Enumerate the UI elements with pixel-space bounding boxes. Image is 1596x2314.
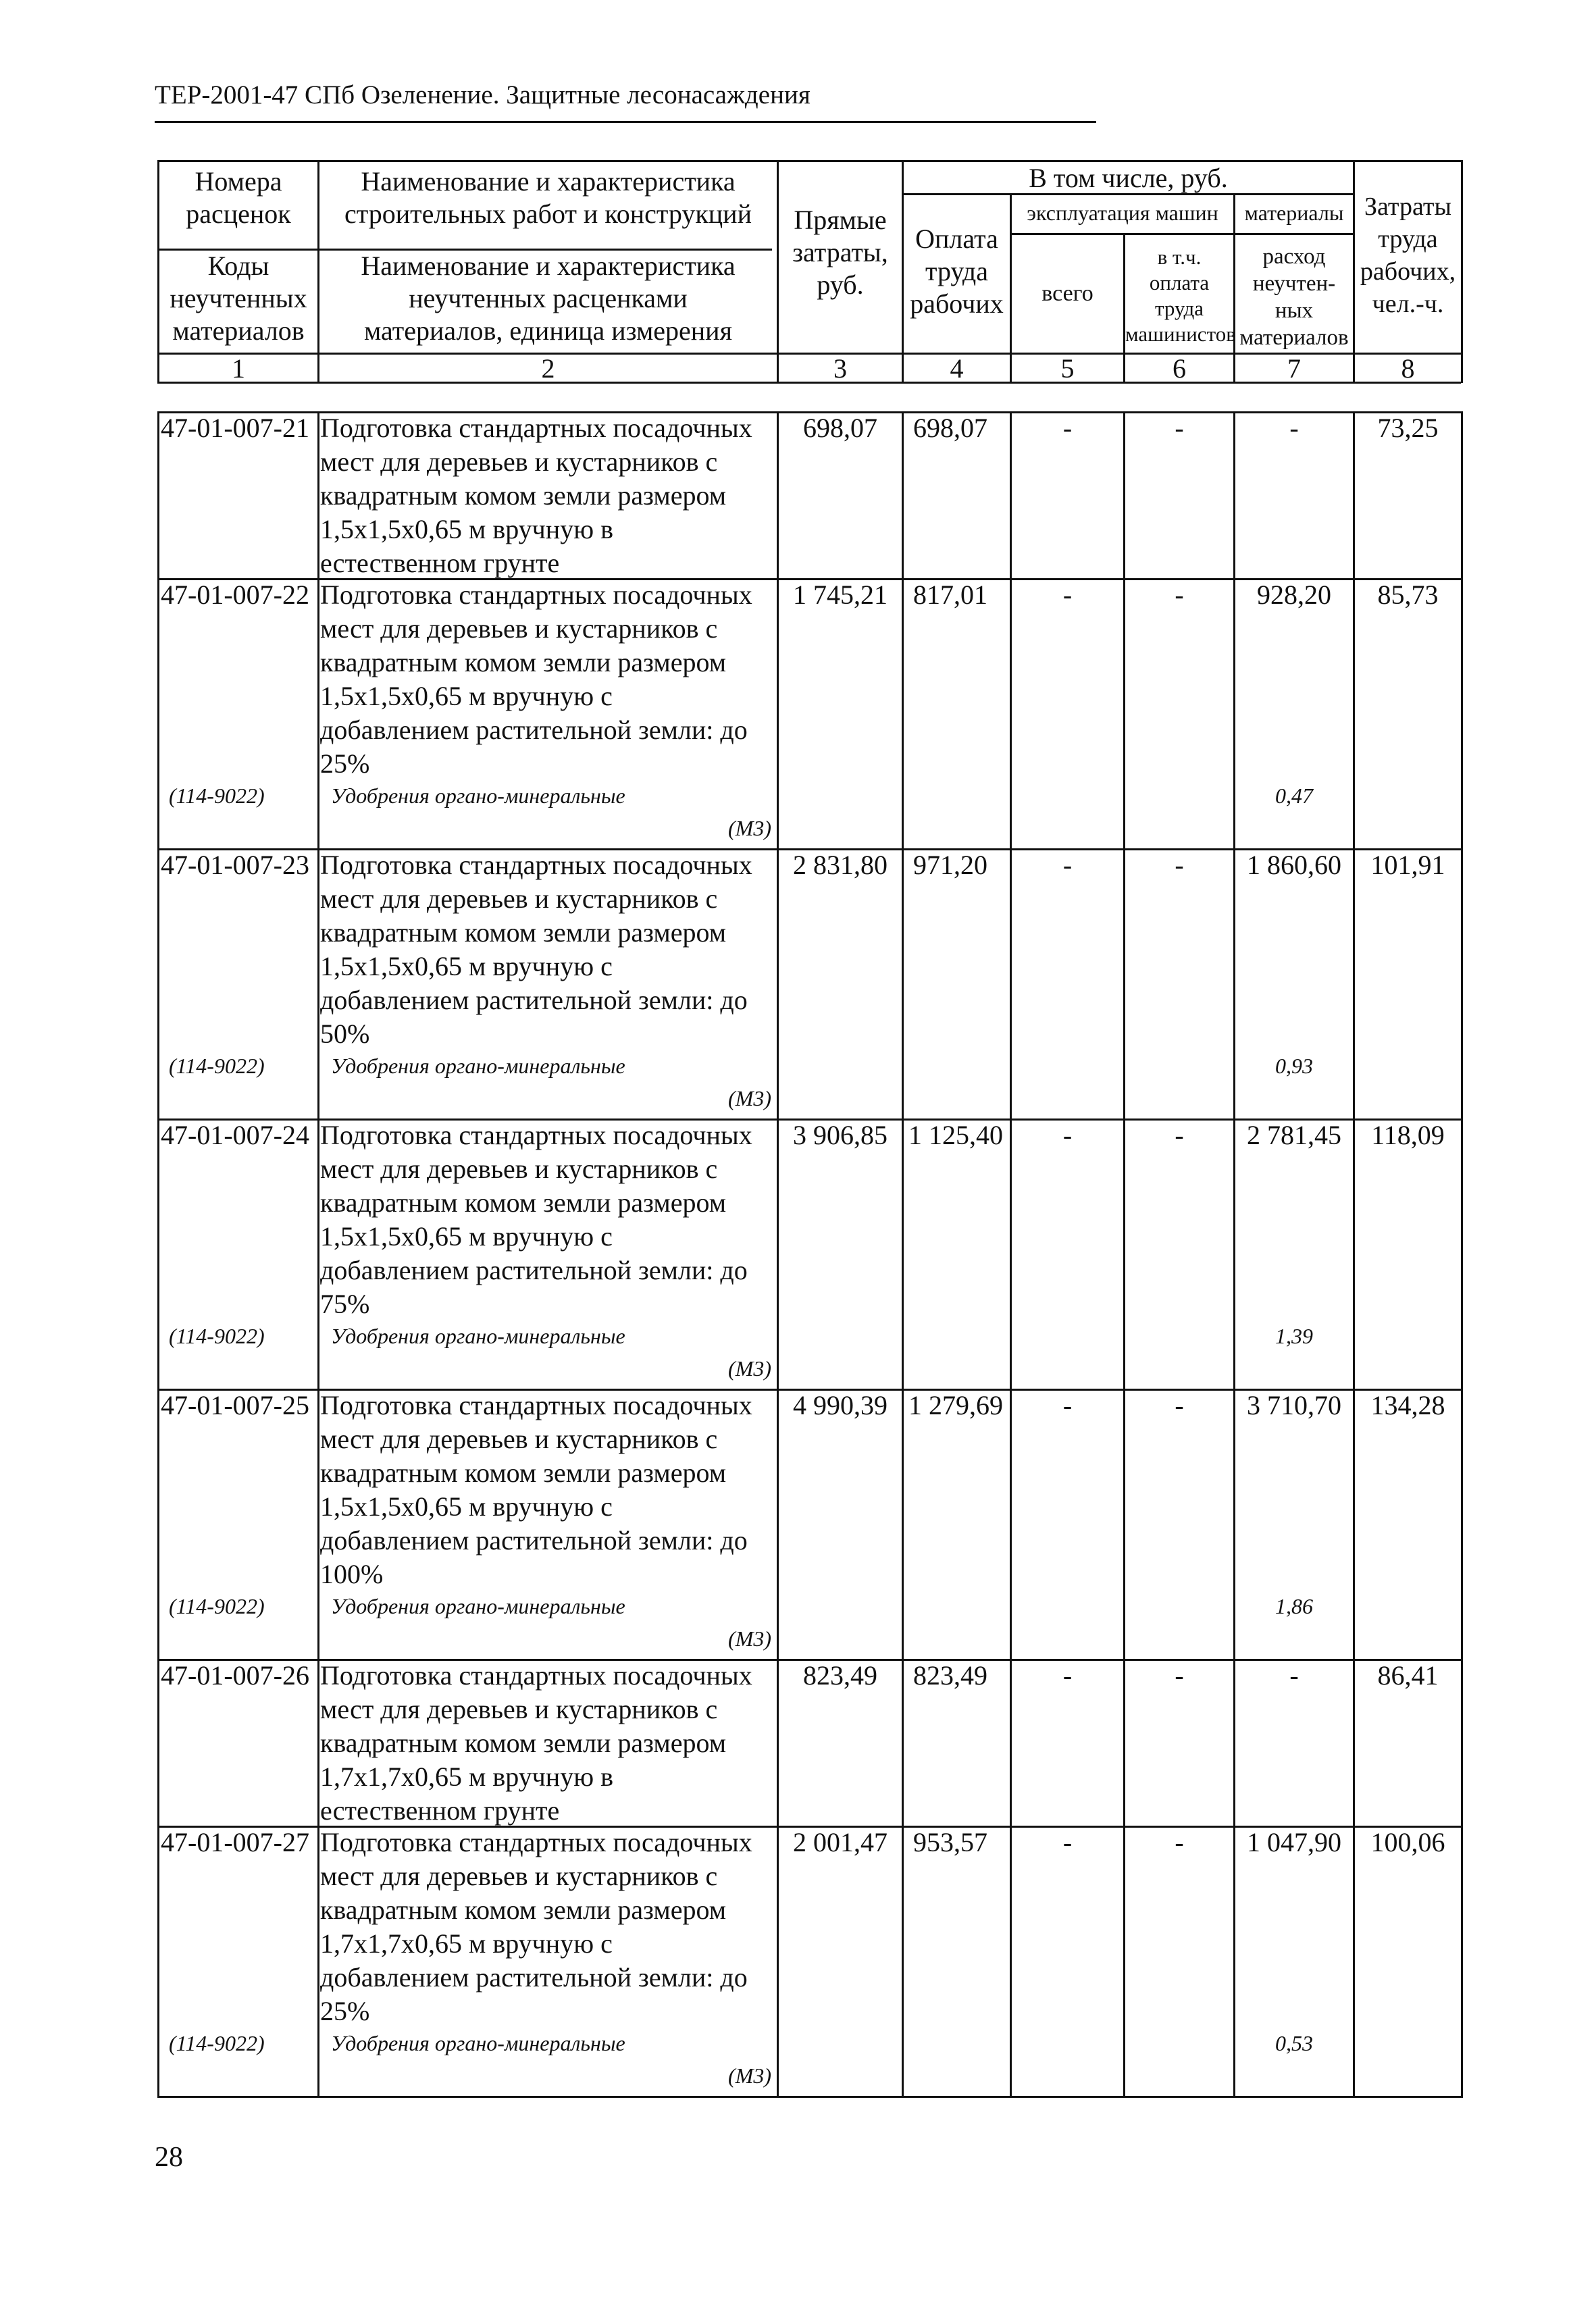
direct-cost: 823,49 — [803, 1660, 877, 1691]
labor-cost: 971,20 — [913, 850, 987, 880]
body-vline-1 — [317, 411, 319, 2098]
material-code: (114-9022) — [169, 1324, 265, 1348]
material-unit: (М3) — [728, 2063, 771, 2088]
rate-code: 47-01-007-26 — [161, 1660, 309, 1691]
col-number-2: 2 — [541, 353, 555, 384]
work-description: Подготовка стандартных посадочных мест для деревьев и кустарников с квадратным комом земли размером 1,5x1,5x0,65 м вручную с добавлением растительной земли: до 50% — [320, 850, 752, 1049]
material-code: (114-9022) — [169, 1594, 265, 1618]
material-code: (114-9022) — [169, 1054, 265, 1078]
body-bottom-border — [157, 2096, 1461, 2098]
work-description: Подготовка стандартных посадочных мест для деревьев и кустарников с квадратным комом земли размером 1,5x1,5x0,65 м вручную с добавлением растительной земли: до 100% — [320, 1390, 752, 1589]
material-unit: (М3) — [728, 1626, 771, 1651]
material-unit: (М3) — [728, 816, 771, 840]
machinist-labor: - — [1175, 1827, 1184, 1857]
col-number-4: 4 — [950, 353, 964, 384]
col3-label: Прямые затраты, руб. — [792, 205, 888, 300]
direct-cost: 1 745,21 — [793, 580, 887, 610]
material-quantity: 1,39 — [1275, 1324, 1313, 1348]
work-description: Подготовка стандартных посадочных мест для деревьев и кустарников с квадратным комом земли размером 1,7x1,7x0,65 м вручную в естественном грунте — [320, 1660, 752, 1826]
rate-code: 47-01-007-25 — [161, 1390, 309, 1420]
work-description: Подготовка стандартных посадочных мест для деревьев и кустарников с квадратным комом земли размером 1,7x1,7x0,65 м вручную с добавлением растительной земли: до 25% — [320, 1827, 752, 2026]
rate-code: 47-01-007-21 — [161, 413, 309, 443]
direct-cost: 4 990,39 — [793, 1390, 887, 1420]
labor-hours: 73,25 — [1377, 413, 1439, 443]
labor-hours: 100,06 — [1370, 1827, 1445, 1857]
col8-label: Затраты труда рабочих, чел.-ч. — [1360, 192, 1456, 318]
col-number-1: 1 — [232, 353, 245, 384]
machinist-labor: - — [1175, 413, 1184, 443]
work-description: Подготовка стандартных посадочных мест для деревьев и кустарников с квадратным комом земли размером 1,5x1,5x0,65 м вручную с добавлением растительной земли: до 25% — [320, 580, 752, 779]
rate-code: 47-01-007-22 — [161, 580, 309, 610]
direct-cost: 3 906,85 — [793, 1120, 887, 1150]
material-name: Удобрения органо-минеральные — [331, 1054, 625, 1078]
materials-cost: 1 860,60 — [1247, 850, 1341, 880]
col1-bottom-label: Коды неучтенных материалов — [170, 251, 307, 346]
machines-total: - — [1062, 1660, 1073, 1691]
material-code: (114-9022) — [169, 2031, 265, 2055]
col-number-7: 7 — [1287, 353, 1301, 384]
materials-cost: 1 047,90 — [1247, 1827, 1341, 1857]
direct-cost: 698,07 — [803, 413, 877, 443]
col-number-6: 6 — [1173, 353, 1186, 384]
machinist-labor: - — [1175, 1660, 1184, 1691]
col-number-8: 8 — [1401, 353, 1415, 384]
body-vline-3 — [902, 411, 904, 2098]
machines-total: - — [1062, 850, 1073, 880]
header-vline-8 — [1461, 160, 1463, 383]
machinist-labor: - — [1175, 1120, 1184, 1150]
machines-total: - — [1062, 413, 1073, 443]
material-unit: (М3) — [728, 1356, 771, 1381]
col5-label: всего — [1041, 281, 1093, 306]
material-quantity: 0,53 — [1275, 2031, 1313, 2055]
materials-cost: 3 710,70 — [1247, 1390, 1341, 1420]
materials-cost: - — [1289, 413, 1299, 443]
material-quantity: 0,93 — [1275, 1054, 1313, 1078]
rate-code: 47-01-007-27 — [161, 1827, 309, 1857]
work-description: Подготовка стандартных посадочных мест для деревьев и кустарников с квадратным комом земли размером 1,5x1,5x0,65 м вручную с добавлением растительной земли: до 75% — [320, 1120, 752, 1319]
col2-bottom-label: Наименование и характеристика неучтенных расценками материалов, единица измерения — [361, 251, 736, 346]
material-code: (114-9022) — [169, 783, 265, 808]
material-name: Удобрения органо-минеральные — [331, 1324, 625, 1348]
machines-label: эксплуатация машин — [1027, 201, 1218, 225]
rate-code: 47-01-007-24 — [161, 1120, 309, 1150]
labor-cost: 1 279,69 — [908, 1390, 1003, 1420]
col7-label: расход неучтен- ных материалов — [1239, 245, 1349, 350]
machinist-labor: - — [1175, 580, 1184, 610]
labor-cost: 823,49 — [913, 1660, 987, 1691]
labor-cost: 817,01 — [913, 580, 987, 610]
machines-total: - — [1062, 1120, 1073, 1150]
rate-code: 47-01-007-23 — [161, 850, 309, 880]
labor-cost: 1 125,40 — [908, 1120, 1003, 1150]
material-quantity: 0,47 — [1275, 783, 1313, 808]
machines-total: - — [1062, 580, 1073, 610]
machines-total: - — [1062, 1827, 1073, 1857]
col1-top-label: Номера расценок — [186, 166, 291, 229]
machines-divider — [1010, 233, 1353, 235]
materials-cost: 2 781,45 — [1247, 1120, 1341, 1150]
material-name: Удобрения органо-минеральные — [331, 1594, 625, 1618]
page-title: ТЕР-2001-47 СПб Озеленение. Защитные лесонасаждения — [155, 80, 810, 109]
col6-label: в т.ч. оплата труда машинистов — [1125, 245, 1236, 346]
machines-total: - — [1062, 1390, 1073, 1420]
labor-cost: 698,07 — [913, 413, 987, 443]
col-number-3: 3 — [833, 353, 847, 384]
labor-hours: 134,28 — [1370, 1390, 1445, 1420]
direct-cost: 2 831,80 — [793, 850, 887, 880]
labor-hours: 85,73 — [1377, 580, 1439, 610]
materials-cost: - — [1289, 1660, 1299, 1691]
col4-label: Оплата труда рабочих — [910, 224, 1004, 319]
direct-cost: 2 001,47 — [793, 1827, 887, 1857]
labor-hours: 86,41 — [1377, 1660, 1439, 1691]
labor-hours: 101,91 — [1370, 850, 1445, 880]
material-name: Удобрения органо-минеральные — [331, 2031, 625, 2055]
material-name: Удобрения органо-минеральные — [331, 783, 625, 808]
work-description: Подготовка стандартных посадочных мест для деревьев и кустарников с квадратным комом земли размером 1,5x1,5x0,65 м вручную в естественном грунте — [320, 413, 752, 578]
material-quantity: 1,86 — [1275, 1594, 1313, 1618]
labor-cost: 953,57 — [913, 1827, 987, 1857]
body-vline-8 — [1461, 411, 1463, 2098]
body-vline-0 — [157, 411, 159, 2098]
title-rule — [155, 121, 1096, 123]
material-unit: (М3) — [728, 1086, 771, 1110]
machinist-labor: - — [1175, 850, 1184, 880]
machinist-labor: - — [1175, 1390, 1184, 1420]
labor-hours: 118,09 — [1371, 1120, 1445, 1150]
col2-top-label: Наименование и характеристика строительных работ и конструкций — [344, 166, 752, 229]
page-number: 28 — [155, 2142, 183, 2173]
materials-label: материалы — [1244, 201, 1344, 225]
col-number-5: 5 — [1060, 353, 1075, 384]
in-total-label: В том числе, руб. — [1029, 163, 1228, 193]
materials-cost: 928,20 — [1257, 580, 1331, 610]
